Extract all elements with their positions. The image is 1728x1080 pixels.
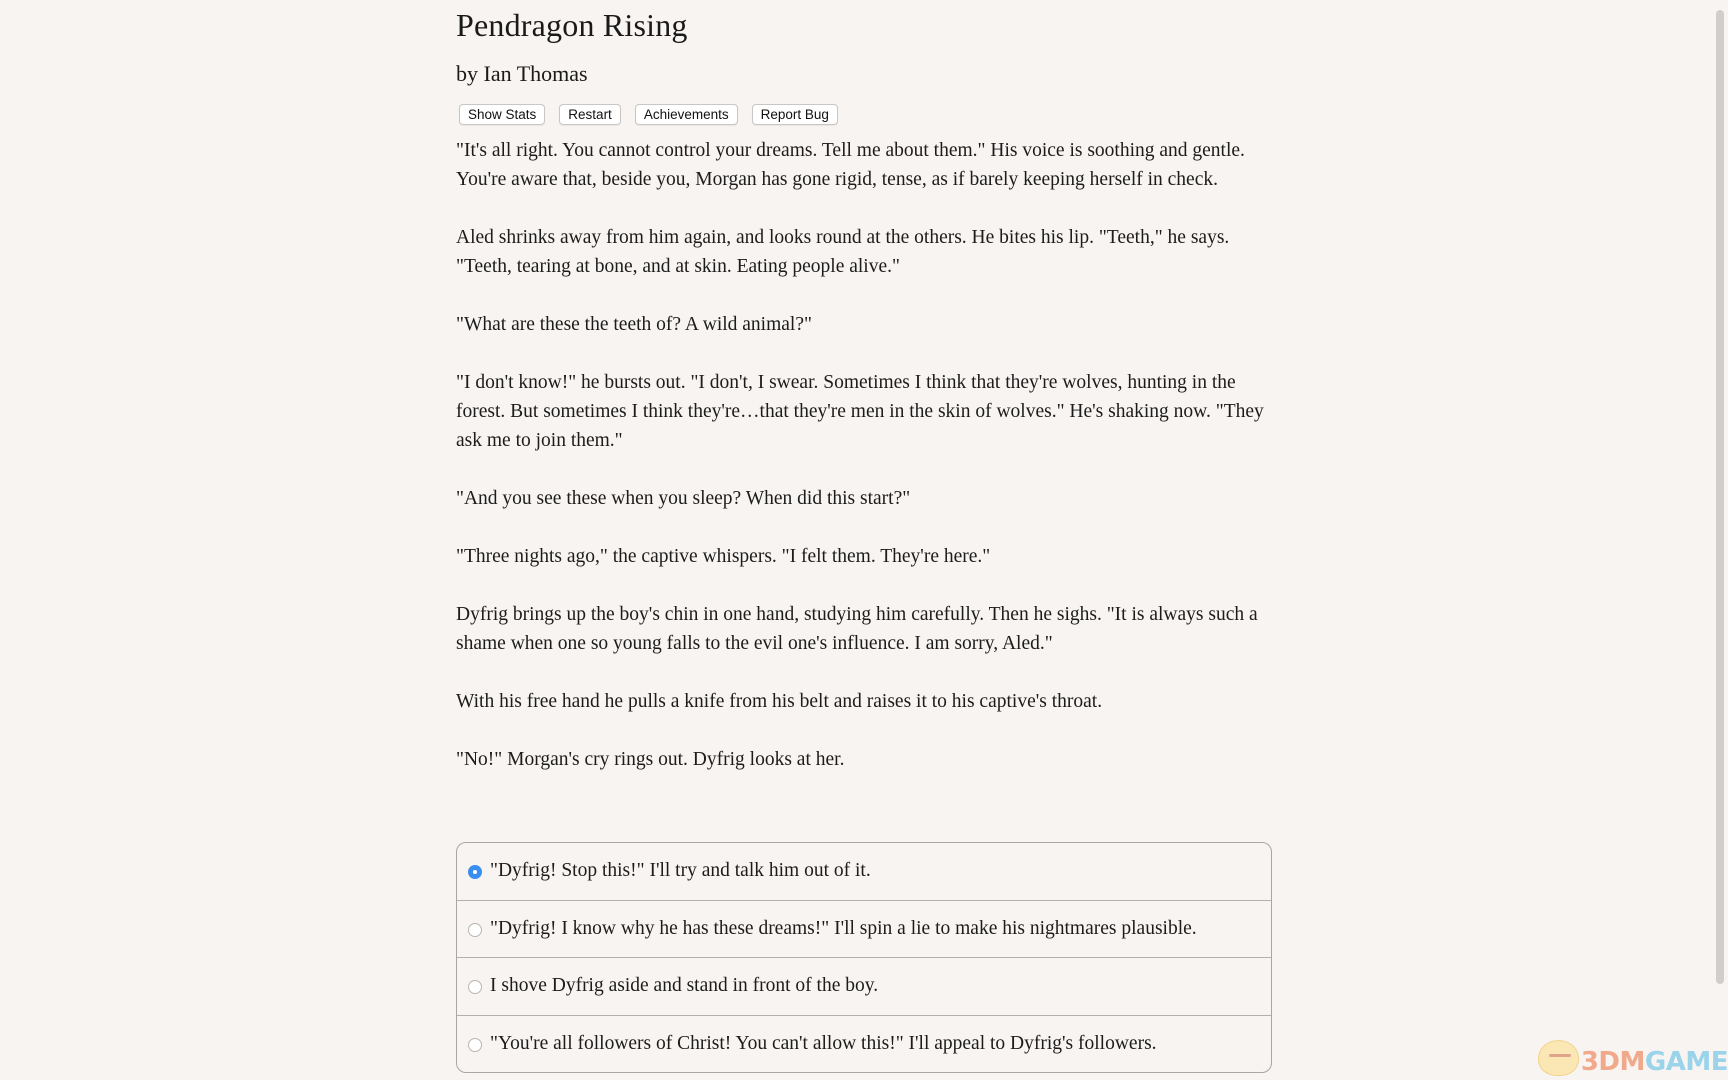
- story-paragraph: "I don't know!" he bursts out. "I don't, I swear. Sometimes I think that they're wolves, hunting in the forest. But sometimes I think they're…that they're men in the skin of wolves." He's shaking now. "They ask me to join them.": [456, 372, 1264, 451]
- game-title: Pendragon Rising: [456, 7, 688, 43]
- report-bug-button[interactable]: Report Bug: [752, 104, 838, 125]
- game-author: by Ian Thomas: [456, 61, 588, 86]
- choice-option[interactable]: [457, 843, 1271, 900]
- story-paragraph: "It's all right. You cannot control your dreams. Tell me about them." His voice is soothing and gentle. You're aware that, beside you, Morgan has gone rigid, tense, as if barely keeping herself in check.: [456, 140, 1245, 190]
- watermark: [1538, 1032, 1728, 1076]
- achievements-button[interactable]: Achievements: [635, 104, 738, 125]
- story-paragraph: "And you see these when you sleep? When did this start?": [456, 488, 911, 509]
- watermark-part2: GAME: [1644, 1047, 1728, 1077]
- watermark-part1: 3DM: [1580, 1047, 1645, 1077]
- choice-list: [456, 842, 1272, 1073]
- choice-option[interactable]: [457, 1015, 1271, 1073]
- choice-option[interactable]: [457, 900, 1271, 958]
- story-paragraph: "What are these the teeth of? A wild animal?": [456, 314, 812, 335]
- vertical-scrollbar[interactable]: [1716, 10, 1724, 984]
- choice-label: "Dyfrig! Stop this!" I'll try and talk him out of it.: [490, 860, 871, 882]
- story-paragraph: "Three nights ago," the captive whispers. "I felt them. They're here.": [456, 546, 991, 567]
- choice-label: "Dyfrig! I know why he has these dreams!" I'll spin a lie to make his nightmares plausible.: [490, 917, 1197, 939]
- restart-button[interactable]: Restart: [559, 104, 621, 125]
- story-paragraph: Dyfrig brings up the boy's chin in one hand, studying him carefully. Then he sighs. "It is always such a shame when one so young falls to the evil one's influence. I am sorry, Aled.": [456, 604, 1258, 654]
- story-text: [456, 136, 1272, 774]
- show-stats-button[interactable]: Show Stats: [459, 104, 545, 125]
- story-paragraph: "No!" Morgan's cry rings out. Dyfrig looks at her.: [456, 749, 845, 770]
- choice-option[interactable]: [457, 957, 1271, 1015]
- game-container: [456, 0, 1272, 1054]
- toolbar: [456, 104, 1272, 125]
- choice-label: "You're all followers of Christ! You can't allow this!" I'll appeal to Dyfrig's followers.: [490, 1032, 1157, 1054]
- watermark-text: [1581, 1048, 1728, 1076]
- story-paragraph: Aled shrinks away from him again, and looks round at the others. He bites his lip. "Teeth," he says. "Teeth, tearing at bone, and at skin. Eating people alive.": [456, 227, 1230, 277]
- radio-unselected-icon[interactable]: [468, 923, 482, 937]
- radio-selected-icon[interactable]: [468, 865, 482, 879]
- radio-unselected-icon[interactable]: [468, 1038, 482, 1052]
- choice-label: I shove Dyfrig aside and stand in front of the boy.: [490, 975, 879, 997]
- radio-unselected-icon[interactable]: [468, 980, 482, 994]
- mascot-icon: [1538, 1040, 1579, 1076]
- story-paragraph: With his free hand he pulls a knife from his belt and raises it to his captive's throat.: [456, 691, 1103, 712]
